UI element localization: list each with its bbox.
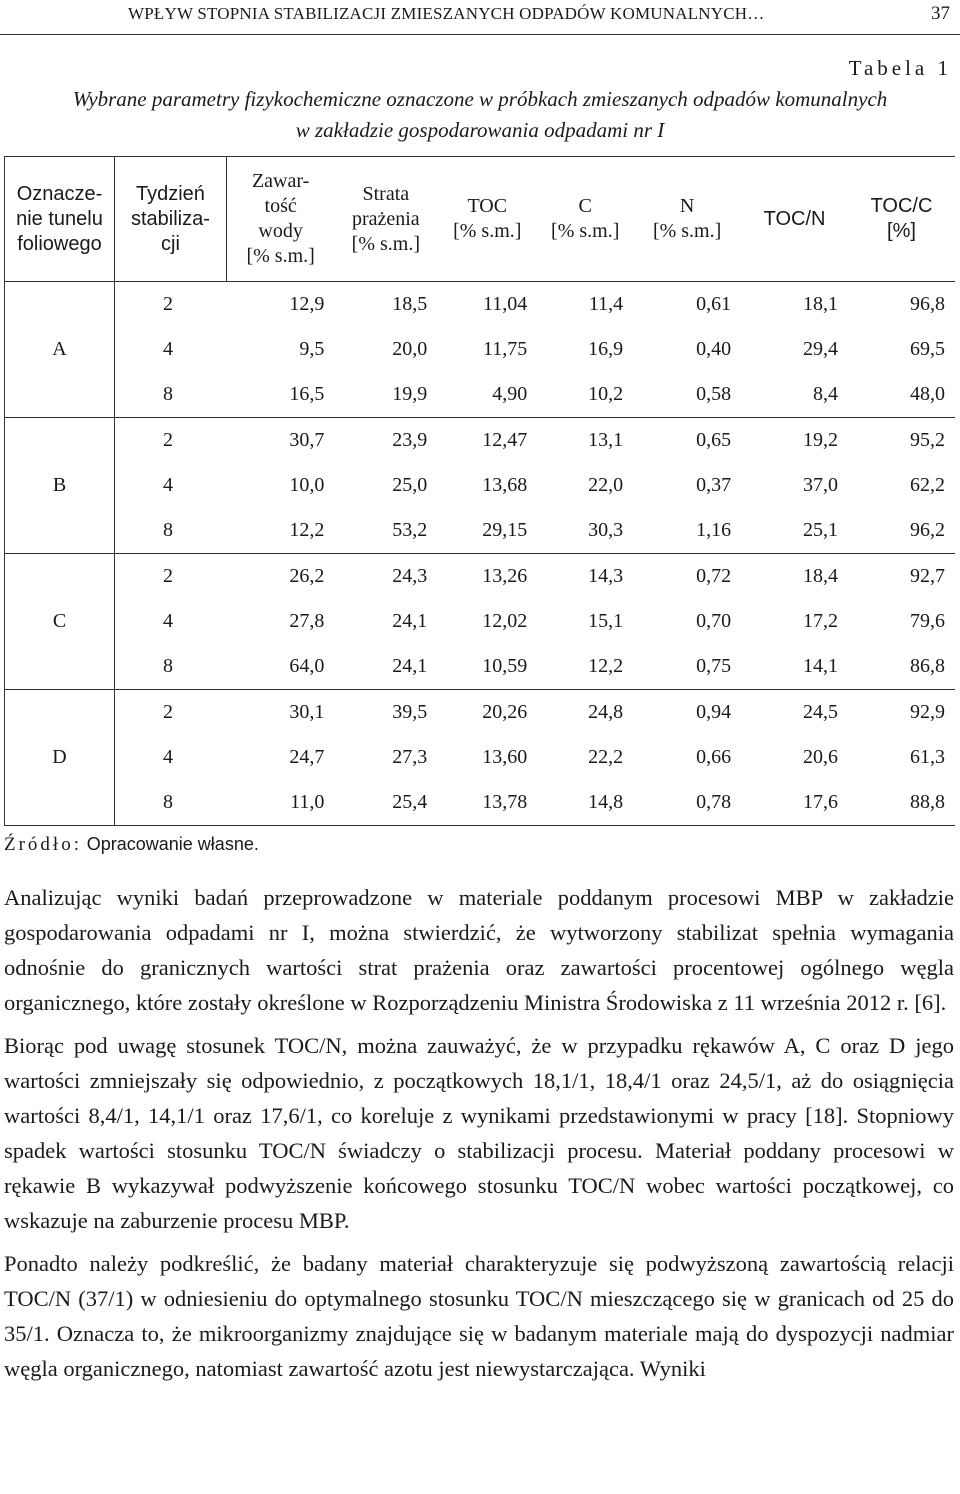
value-cell: 25,1 [741, 508, 848, 554]
value-cell: 12,9 [289, 293, 325, 315]
col-header-line: N [679, 195, 695, 217]
value-cell: 20,26 [482, 701, 528, 723]
week-cell: 2 [162, 565, 173, 587]
value-cell: 25,4 [334, 780, 437, 826]
value-cell: 13,78 [437, 780, 537, 826]
value-cell: 4,90 [437, 372, 537, 418]
col-header-line: nie tunelu [16, 207, 103, 230]
value-cell: 53,2 [334, 508, 437, 554]
data-table [4, 156, 955, 826]
value-cell: 17,2 [803, 610, 838, 632]
value-cell: 1,16 [633, 508, 741, 554]
value-cell: 18,5 [392, 293, 428, 315]
value-cell: 13,68 [482, 474, 528, 496]
table-caption [0, 84, 960, 146]
value-cell: 0,58 [633, 372, 741, 418]
col-header-n [633, 157, 741, 282]
body-text [4, 880, 954, 1394]
table-row [5, 735, 956, 780]
value-cell: 12,02 [482, 610, 528, 632]
col-header-line: Zawar- [251, 170, 310, 192]
value-cell: 0,66 [696, 746, 732, 768]
tunnel-cell: D [5, 690, 115, 826]
value-cell: 12,47 [482, 429, 528, 451]
value-cell: 0,70 [696, 610, 732, 632]
value-cell: 19,9 [334, 372, 437, 418]
value-cell: 27,8 [289, 610, 325, 632]
col-header-line: tość [264, 195, 297, 217]
value-cell: 0,37 [696, 474, 732, 496]
running-title: WPŁYW STOPNIA STABILIZACJI ZMIESZANYCH ODPADÓW KOMUNALNYCH… [128, 4, 765, 23]
week-cell: 8 [114, 508, 226, 554]
value-cell: 14,8 [537, 780, 633, 826]
week-cell: 4 [162, 610, 173, 632]
value-cell: 0,94 [696, 701, 732, 723]
value-cell: 10,2 [537, 372, 633, 418]
value-cell: 0,75 [633, 644, 741, 690]
table-row [5, 780, 956, 826]
week-cell: 2 [162, 429, 173, 451]
table-label: Tabela 1 [848, 56, 952, 80]
col-header-line: [%] [887, 220, 916, 242]
value-cell: 13,26 [482, 565, 528, 587]
table-row [5, 418, 956, 464]
value-cell: 29,15 [437, 508, 537, 554]
col-header-line: [% s.m.] [551, 220, 620, 242]
value-cell: 13,1 [588, 429, 624, 451]
value-cell: 86,8 [848, 644, 955, 690]
table-row [5, 599, 956, 644]
value-cell: 23,9 [392, 429, 428, 451]
col-header-tocn [741, 157, 848, 282]
value-cell: 92,9 [910, 701, 945, 723]
source-text: Opracowanie własne. [86, 834, 259, 854]
col-header-line: Strata [362, 182, 410, 205]
col-header-line: Oznacze- [16, 182, 103, 205]
value-cell: 69,5 [910, 338, 945, 360]
col-header-line: [% s.m.] [246, 245, 315, 267]
value-cell: 0,40 [696, 338, 732, 360]
caption-line: w zakładzie gospodarowania odpadami nr I [295, 118, 665, 142]
tunnel-cell: A [5, 282, 115, 418]
value-cell: 12,2 [226, 508, 334, 554]
col-header-line: cji [161, 232, 180, 255]
value-cell: 10,0 [289, 474, 325, 496]
value-cell: 27,3 [392, 746, 428, 768]
col-header-line: [% s.m.] [453, 220, 522, 242]
week-cell: 8 [114, 644, 226, 690]
week-cell: 2 [162, 701, 173, 723]
value-cell: 25,0 [392, 474, 428, 496]
col-header-line: TOC [467, 195, 508, 217]
value-cell: 15,1 [588, 610, 624, 632]
caption-line: Wybrane parametry fizykochemiczne oznaczone w próbkach zmieszanych odpadów komunalnych [72, 87, 888, 111]
value-cell: 22,0 [588, 474, 624, 496]
page-header [0, 0, 960, 35]
value-cell: 26,2 [289, 565, 325, 587]
paragraph: Biorąc pod uwagę stosunek TOC/N, można zauważyć, że w przypadku rękawów A, C oraz D jego wartości zmniejszały się odpowiednio, z początkowych 18,1/1, 18,4/1 oraz 24,5/1, aż do osiągnięcia wartości 8,4/1, 14,1/1 oraz 17,6/1, co koreluje z wynikami przedstawionymi w pracy [18]. Stopniowy spadek wartości stosunku TOC/N świadczy o stabilizacji procesu. Materiał poddany procesowi w rękawie B wykazywał podwyższenie końcowego stosunku TOC/N wobec wartości początkowej, co wskazuje na zaburzenie procesu MBP. [4, 1033, 954, 1233]
tunnel-cell: C [5, 554, 115, 690]
value-cell: 48,0 [848, 372, 955, 418]
value-cell: 17,6 [741, 780, 848, 826]
col-header-line: stabiliza- [130, 207, 210, 230]
value-cell: 95,2 [910, 429, 945, 451]
value-cell: 0,72 [696, 565, 732, 587]
col-header-line: [% s.m.] [652, 220, 722, 242]
col-header-tocc [848, 157, 955, 282]
value-cell: 37,0 [803, 474, 838, 496]
col-header-line: [% s.m.] [351, 232, 420, 255]
col-header-week [114, 157, 226, 282]
value-cell: 9,5 [299, 338, 325, 360]
value-cell: 24,7 [289, 746, 325, 768]
value-cell: 16,9 [588, 338, 624, 360]
value-cell: 92,7 [910, 565, 945, 587]
col-header-c [537, 157, 633, 282]
table-row [5, 690, 956, 736]
value-cell: 30,7 [289, 429, 325, 451]
table-row [5, 463, 956, 508]
value-cell: 24,8 [588, 701, 624, 723]
value-cell: 18,4 [803, 565, 838, 587]
value-cell: 0,78 [633, 780, 741, 826]
value-cell: 19,2 [803, 429, 838, 451]
value-cell: 10,59 [437, 644, 537, 690]
value-cell: 13,60 [482, 746, 528, 768]
value-cell: 8,4 [741, 372, 848, 418]
value-cell: 79,6 [910, 610, 945, 632]
value-cell: 88,8 [848, 780, 955, 826]
value-cell: 39,5 [392, 701, 428, 723]
value-cell: 18,1 [803, 293, 838, 315]
paragraph: Ponadto należy podkreślić, że badany materiał charakteryzuje się podwyższoną zawartością relacji TOC/N (37/1) w odniesieniu do optymalnego stosunku TOC/N mieszczącego się w granicach od 25 do 35/1. Oznacza to, że mikroorganizmy znajdujące się w badanym materiale mają do dyspozycji nadmiar węgla organicznego, natomiast zawartość azotu jest niewystarczająca. Wyniki [4, 1251, 954, 1381]
value-cell: 64,0 [226, 644, 334, 690]
table-row [5, 282, 956, 328]
value-cell: 11,75 [482, 338, 528, 360]
col-header-line: TOC/N [763, 207, 826, 230]
col-header-line: wody [258, 220, 303, 242]
value-cell: 14,1 [741, 644, 848, 690]
table-header-row [5, 157, 956, 282]
value-cell: 96,2 [848, 508, 955, 554]
value-cell: 11,4 [588, 293, 624, 315]
value-cell: 0,65 [696, 429, 732, 451]
paragraph: Analizując wyniki badań przeprowadzone w materiale poddanym procesowi MBP w zakładzie gospodarowania odpadami nr I, można stwierdzić, że wytworzony stabilizat spełnia wymagania odnośnie do granicznych wartości strat prażenia oraz zawartości procentowej ogólnego węgla organicznego, które zostały określone w Rozporządzeniu Ministra Środowiska z 11 września 2012 r. [6]. [4, 885, 954, 1015]
tunnel-cell: B [5, 418, 115, 554]
source-label: Źródło: [4, 834, 82, 855]
value-cell: 16,5 [226, 372, 334, 418]
value-cell: 20,6 [803, 746, 838, 768]
table-body [5, 282, 956, 826]
col-header-line: TOC/C [870, 195, 933, 217]
week-cell: 4 [162, 474, 173, 496]
value-cell: 24,1 [334, 644, 437, 690]
value-cell: 30,3 [537, 508, 633, 554]
value-cell: 96,8 [910, 293, 945, 315]
week-cell: 2 [162, 293, 173, 315]
col-header-line: foliowego [17, 232, 102, 255]
table-row [5, 554, 956, 600]
week-cell: 4 [162, 338, 173, 360]
value-cell: 30,1 [289, 701, 325, 723]
week-cell: 8 [114, 780, 226, 826]
col-header-loss [334, 157, 437, 282]
week-cell: 8 [114, 372, 226, 418]
col-header-line: C [578, 195, 592, 217]
value-cell: 11,0 [226, 780, 334, 826]
col-header-water [226, 157, 334, 282]
table-source [4, 834, 259, 856]
value-cell: 22,2 [588, 746, 624, 768]
value-cell: 24,5 [803, 701, 838, 723]
col-header-tunnel [5, 157, 115, 282]
value-cell: 12,2 [537, 644, 633, 690]
table-row [5, 508, 956, 554]
value-cell: 29,4 [803, 338, 838, 360]
table-row [5, 372, 956, 418]
value-cell: 14,3 [588, 565, 624, 587]
page-number: 37 [931, 3, 950, 24]
value-cell: 61,3 [910, 746, 945, 768]
col-header-line: prażenia [351, 207, 420, 230]
table-row [5, 644, 956, 690]
value-cell: 24,3 [392, 565, 428, 587]
col-header-toc [437, 157, 537, 282]
col-header-line: Tydzień [135, 182, 205, 205]
value-cell: 24,1 [392, 610, 428, 632]
value-cell: 62,2 [910, 474, 945, 496]
week-cell: 4 [162, 746, 173, 768]
value-cell: 0,61 [696, 293, 732, 315]
value-cell: 11,04 [482, 293, 528, 315]
value-cell: 20,0 [392, 338, 428, 360]
table-row [5, 327, 956, 372]
